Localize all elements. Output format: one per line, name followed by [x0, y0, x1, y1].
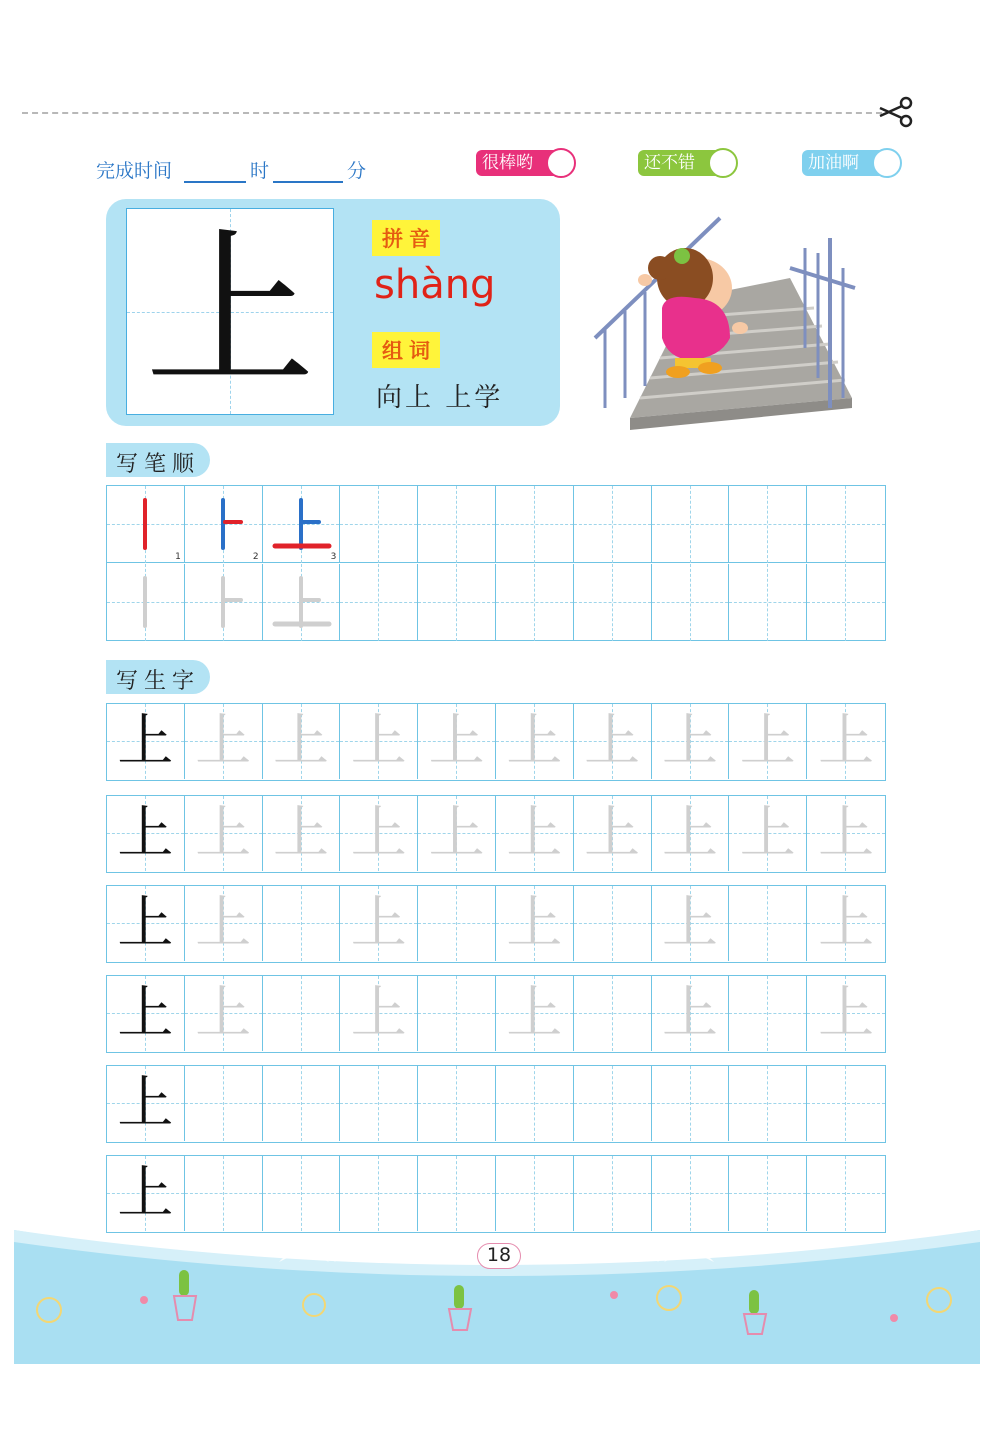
grid-cell[interactable]: [729, 486, 807, 563]
cell-guide-horizontal: [418, 1193, 495, 1194]
trace-character: 上: [818, 801, 875, 866]
grid-cell[interactable]: [340, 976, 418, 1051]
grid-cell[interactable]: [340, 796, 418, 871]
grid-cell[interactable]: [496, 1156, 574, 1231]
cell-guide-horizontal: [185, 1193, 262, 1194]
grid-cell[interactable]: [107, 564, 185, 641]
grid-cell[interactable]: [185, 1066, 263, 1141]
badge-good[interactable]: [638, 148, 738, 178]
cell-guide-horizontal: [418, 602, 495, 603]
grid-cell[interactable]: [340, 886, 418, 961]
grid-cell[interactable]: [574, 1156, 652, 1231]
stroke-trace-row: [107, 564, 885, 641]
badge-keep-trying-label: 加油啊: [802, 150, 882, 176]
cell-guide-horizontal: [263, 923, 340, 924]
girl-climbing-stairs-illustration: [590, 208, 860, 446]
cell-guide-horizontal: [729, 1013, 806, 1014]
trace-character: 上: [350, 891, 407, 956]
grid-cell[interactable]: [263, 886, 341, 961]
practice-row: [106, 885, 886, 963]
practice-row: [106, 975, 886, 1053]
grid-cell[interactable]: [185, 1156, 263, 1231]
trace-character: 上: [661, 709, 718, 774]
trace-character: 上: [350, 981, 407, 1046]
grid-cell[interactable]: [574, 886, 652, 961]
grid-cell[interactable]: [263, 1066, 341, 1141]
trace-character: 上: [661, 891, 718, 956]
badge-good-label: 还不错: [638, 150, 718, 176]
cell-guide-horizontal: [418, 1103, 495, 1104]
grid-cell[interactable]: [652, 564, 730, 641]
grid-cell[interactable]: [652, 976, 730, 1051]
model-character: 上: [117, 1071, 174, 1136]
hour-blank: [184, 163, 246, 183]
grid-cell[interactable]: [729, 976, 807, 1051]
badge-great-checkbox[interactable]: [546, 148, 576, 178]
cell-guide-horizontal: [496, 1103, 573, 1104]
grid-cell[interactable]: [107, 796, 185, 871]
model-character: 上: [117, 981, 174, 1046]
trace-character: 上: [195, 891, 252, 956]
trace-character: 上: [350, 709, 407, 774]
stroke-step-glyph: [107, 486, 185, 563]
grid-cell[interactable]: [807, 886, 885, 961]
grid-cell[interactable]: [807, 564, 885, 641]
stroke-order-tag: 写笔顺: [106, 443, 210, 477]
stroke-number: 3: [330, 552, 337, 562]
grid-cell[interactable]: [340, 1156, 418, 1231]
grid-cell[interactable]: [652, 704, 730, 779]
cell-guide-horizontal: [263, 1193, 340, 1194]
grid-cell[interactable]: [418, 1066, 496, 1141]
grid-cell[interactable]: [107, 486, 185, 563]
practice-row: [106, 1155, 886, 1233]
grid-cell[interactable]: [496, 796, 574, 871]
trace-character: 上: [506, 891, 563, 956]
practice-tag: 写生字: [106, 660, 210, 694]
practice-row: [106, 703, 886, 781]
cut-line: [22, 112, 882, 114]
cell-guide-horizontal: [496, 602, 573, 603]
cell-guide-horizontal: [263, 1013, 340, 1014]
trace-character: 上: [272, 709, 329, 774]
grid-cell[interactable]: [729, 1066, 807, 1141]
minute-label: 分: [347, 160, 367, 182]
cell-guide-horizontal: [340, 602, 417, 603]
trace-character: 上: [584, 709, 641, 774]
grid-cell[interactable]: [340, 486, 418, 563]
grid-cell[interactable]: [496, 1066, 574, 1141]
grid-cell[interactable]: [418, 564, 496, 641]
model-character: 上: [117, 709, 174, 774]
stroke-demo-row: [107, 486, 885, 563]
cell-guide-horizontal: [574, 923, 651, 924]
grid-cell[interactable]: [107, 976, 185, 1051]
trace-character: 上: [506, 709, 563, 774]
grid-cell[interactable]: [496, 704, 574, 779]
cell-guide-horizontal: [418, 1013, 495, 1014]
trace-character: 上: [506, 981, 563, 1046]
grid-cell[interactable]: [185, 796, 263, 871]
cell-guide-horizontal: [729, 602, 806, 603]
grid-cell[interactable]: [107, 886, 185, 961]
grid-cell[interactable]: [652, 796, 730, 871]
badge-great-label: 很棒哟: [476, 150, 556, 176]
grid-cell[interactable]: [729, 704, 807, 779]
practice-row: [106, 1065, 886, 1143]
trace-character: 上: [195, 709, 252, 774]
grid-cell[interactable]: [807, 796, 885, 871]
completion-time-row: [96, 153, 366, 183]
trace-character: 上: [195, 801, 252, 866]
cell-guide-horizontal: [807, 1103, 885, 1104]
grid-cell[interactable]: [807, 976, 885, 1051]
cell-guide-horizontal: [652, 1103, 729, 1104]
grid-cell[interactable]: [185, 564, 263, 641]
cell-guide-horizontal: [496, 1193, 573, 1194]
trace-character: 上: [818, 709, 875, 774]
badge-great[interactable]: [476, 148, 576, 178]
stroke-step-glyph: [185, 564, 263, 641]
trace-character: 上: [584, 801, 641, 866]
cell-guide-horizontal: [807, 524, 885, 525]
grid-cell[interactable]: [263, 796, 341, 871]
hour-label: 时: [250, 160, 270, 182]
cell-guide-horizontal: [340, 524, 417, 525]
trace-character: 上: [661, 981, 718, 1046]
badge-keep-trying-checkbox[interactable]: [872, 148, 902, 178]
grid-cell[interactable]: [418, 796, 496, 871]
cell-guide-horizontal: [729, 1193, 806, 1194]
cell-guide-horizontal: [652, 1193, 729, 1194]
cell-guide-horizontal: [496, 524, 573, 525]
badge-good-checkbox[interactable]: [708, 148, 738, 178]
trace-character: 上: [818, 981, 875, 1046]
cell-guide-horizontal: [574, 1193, 651, 1194]
grid-cell[interactable]: [340, 1066, 418, 1141]
cell-guide-horizontal: [574, 524, 651, 525]
grid-cell[interactable]: [574, 486, 652, 563]
trace-character: 上: [350, 801, 407, 866]
stroke-step-glyph: [263, 564, 341, 641]
stroke-step-glyph: [185, 486, 263, 563]
minute-blank: [273, 163, 343, 183]
cell-guide-horizontal: [263, 1103, 340, 1104]
stroke-order-grid: [106, 485, 886, 641]
time-label: 完成时间: [96, 160, 173, 182]
grid-cell[interactable]: [185, 704, 263, 779]
grid-cell[interactable]: [652, 486, 730, 563]
grid-cell[interactable]: [107, 1066, 185, 1141]
grid-cell[interactable]: [807, 1066, 885, 1141]
grid-cell[interactable]: [807, 704, 885, 779]
grid-cell[interactable]: [418, 486, 496, 563]
grid-cell[interactable]: [418, 1156, 496, 1231]
cell-guide-horizontal: [807, 1193, 885, 1194]
grid-cell[interactable]: [107, 1156, 185, 1231]
example-words: 向上 上学: [376, 383, 504, 413]
grid-cell[interactable]: [652, 1156, 730, 1231]
grid-cell[interactable]: [418, 976, 496, 1051]
stroke-step-glyph: [263, 486, 341, 563]
cell-guide-horizontal: [729, 923, 806, 924]
grid-cell[interactable]: [263, 1156, 341, 1231]
grid-cell[interactable]: [652, 886, 730, 961]
stroke-step-glyph: [107, 564, 185, 641]
trace-character: 上: [506, 801, 563, 866]
model-character: 上: [117, 801, 174, 866]
cell-guide-horizontal: [340, 1103, 417, 1104]
stroke-number: 1: [175, 552, 181, 562]
scissors-icon: [876, 94, 920, 130]
grid-cell[interactable]: [340, 704, 418, 779]
grid-cell[interactable]: [107, 704, 185, 779]
trace-character: 上: [739, 709, 796, 774]
grid-cell[interactable]: [574, 704, 652, 779]
cell-guide-horizontal: [340, 1193, 417, 1194]
grid-cell[interactable]: [185, 486, 263, 563]
trace-character: 上: [661, 801, 718, 866]
words-label: 组词: [372, 332, 440, 368]
grid-cell[interactable]: [496, 564, 574, 641]
grid-cell[interactable]: [574, 796, 652, 871]
practice-row: [106, 795, 886, 873]
grid-cell[interactable]: [263, 704, 341, 779]
grid-cell[interactable]: [185, 886, 263, 961]
badge-keep-trying[interactable]: [802, 148, 902, 178]
grid-cell[interactable]: [496, 886, 574, 961]
main-character: 上: [144, 213, 315, 411]
cell-guide-horizontal: [418, 524, 495, 525]
trace-character: 上: [428, 709, 485, 774]
grid-cell[interactable]: [418, 704, 496, 779]
cell-guide-horizontal: [729, 1103, 806, 1104]
grid-cell[interactable]: [574, 564, 652, 641]
trace-character: 上: [818, 891, 875, 956]
model-character: 上: [117, 1161, 174, 1226]
grid-cell[interactable]: [574, 976, 652, 1051]
grid-cell[interactable]: [263, 486, 341, 563]
grid-cell[interactable]: [729, 1156, 807, 1231]
cell-guide-horizontal: [418, 923, 495, 924]
page-number: 18: [477, 1243, 521, 1269]
cell-guide-horizontal: [185, 1103, 262, 1104]
cell-guide-horizontal: [729, 524, 806, 525]
cell-guide-horizontal: [574, 1013, 651, 1014]
trace-character: 上: [195, 981, 252, 1046]
trace-character: 上: [739, 801, 796, 866]
grid-cell[interactable]: [729, 564, 807, 641]
trace-character: 上: [272, 801, 329, 866]
cell-guide-horizontal: [574, 602, 651, 603]
grid-cell[interactable]: [263, 976, 341, 1051]
cell-guide-horizontal: [652, 602, 729, 603]
grid-cell[interactable]: [807, 486, 885, 563]
grid-cell[interactable]: [496, 976, 574, 1051]
grid-cell[interactable]: [340, 564, 418, 641]
grid-cell[interactable]: [185, 976, 263, 1051]
model-character: 上: [117, 891, 174, 956]
grid-cell[interactable]: [729, 796, 807, 871]
grid-cell[interactable]: [574, 1066, 652, 1141]
grid-cell[interactable]: [729, 886, 807, 961]
trace-character: 上: [428, 801, 485, 866]
pinyin-label: 拼音: [372, 220, 440, 256]
grid-cell[interactable]: [496, 486, 574, 563]
grid-cell[interactable]: [652, 1066, 730, 1141]
character-box: [126, 208, 334, 415]
pinyin-text: shàng: [374, 262, 496, 308]
grid-cell[interactable]: [418, 886, 496, 961]
stroke-number: 2: [252, 552, 259, 562]
cell-guide-horizontal: [807, 602, 885, 603]
cell-guide-horizontal: [652, 524, 729, 525]
grid-cell[interactable]: [263, 564, 341, 641]
cell-guide-horizontal: [574, 1103, 651, 1104]
grid-cell[interactable]: [807, 1156, 885, 1231]
